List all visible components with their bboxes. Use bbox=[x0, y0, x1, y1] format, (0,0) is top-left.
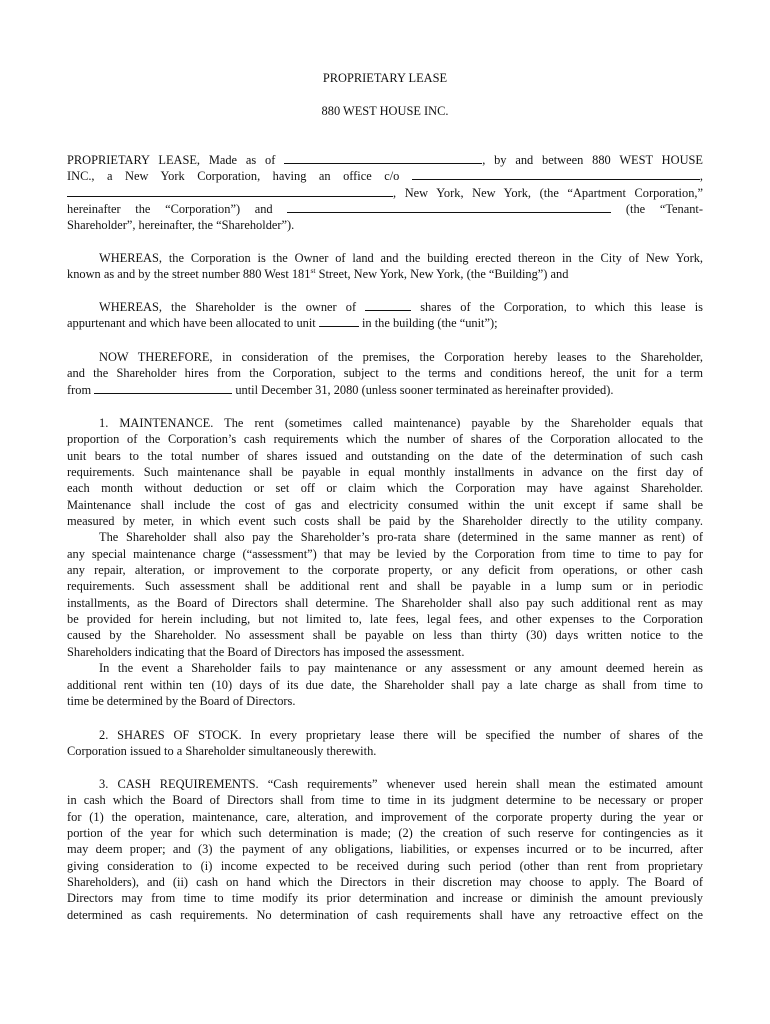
text-line bbox=[67, 185, 703, 201]
text-line: giving consideration to (i) income expected to be received during such period (other than rent from proprietary bbox=[67, 858, 703, 873]
text-run: , bbox=[699, 169, 703, 184]
text-run: INC., a New York Corporation, having an office c/o bbox=[67, 169, 400, 184]
text-line: and the Shareholder hires from the Corporation, subject to the terms and conditions hereof, the unit for a term bbox=[67, 366, 703, 381]
text-line: for (1) the operation, maintenance, care, alteration, and improvement of the corporate property during the year or bbox=[67, 809, 703, 824]
text-run: shares of the Corporation, to which this lease is bbox=[420, 300, 704, 314]
whereas-owner-paragraph bbox=[67, 250, 703, 283]
text-line: portion of the year for which such determination is made; (2) the creation of such reserve for contingencies as it bbox=[67, 826, 703, 841]
text-line: each month without deduction or set off or claim which the Corporation may have against Shareholder. bbox=[67, 481, 703, 496]
text-line: measured by meter, in which event such costs shall be paid by the Shareholder directly to the utility company. bbox=[67, 514, 703, 529]
text-run: Street, New York, New York, (the “Building”) and bbox=[315, 267, 569, 282]
text-run: , New York, New York, (the “Apartment Corporation,” bbox=[393, 185, 703, 200]
text-line: additional rent within ten (10) days of its due date, the Shareholder shall pay a late charge as shall from time to bbox=[67, 677, 703, 692]
section-2-shares-of-stock bbox=[67, 727, 703, 760]
text-line bbox=[67, 152, 703, 168]
text-line: Shareholders indicating that the Board of Directors has imposed the assessment. bbox=[67, 644, 465, 659]
text-run: , by and between 880 WEST HOUSE bbox=[482, 153, 703, 167]
text-line bbox=[67, 201, 703, 217]
text-line: determined as cash requirements. No determination of cash requirements shall have any retroactive effect on the bbox=[67, 907, 703, 922]
text-run: WHEREAS, the Shareholder is the owner of bbox=[99, 300, 357, 314]
office-blank bbox=[412, 168, 700, 180]
text-line: WHEREAS, the Corporation is the Owner of land and the building erected thereon in the City of New York, bbox=[99, 251, 703, 265]
section-1-maintenance bbox=[67, 415, 703, 709]
superscript: st bbox=[310, 266, 316, 276]
text-run: appurtenant and which have been allocated to unit bbox=[67, 316, 316, 331]
text-line bbox=[67, 266, 703, 282]
text-line: requirements. Such maintenance shall be payable in equal monthly installments in advance on the first day of bbox=[67, 465, 703, 480]
text-line: unit bears to the total number of shares issued and outstanding on the date of the determination of such cash bbox=[67, 448, 703, 463]
text-line: caused by the Shareholder. No assessment shall be payable on less than thirty (30) days written notice to the bbox=[67, 628, 703, 643]
text-line: Directors may from time to time modify its prior determination and increase or diminish the amount previously bbox=[67, 891, 703, 906]
text-line: requirements. Such assessment shall be additional rent and shall be payable in a lump sum or in periodic bbox=[67, 579, 703, 594]
tenant-blank bbox=[287, 201, 611, 213]
text-line: 2. SHARES OF STOCK. In every proprietary lease there will be specified the number of shares of the bbox=[99, 728, 703, 742]
text-run: from bbox=[67, 382, 92, 397]
text-line: any repair, alteration, or improvement to the corporate property, or any deficit from operations, or other cash bbox=[67, 563, 703, 578]
text-run: in the building (the “unit”); bbox=[361, 316, 498, 331]
text-line: proportion of the Corporation’s cash requirements which the number of shares of the Corporation allocated to the bbox=[67, 432, 703, 447]
text-line: time be determined by the Board of Directors. bbox=[67, 693, 296, 708]
section-3-cash-requirements bbox=[67, 776, 703, 923]
text-line bbox=[67, 315, 703, 331]
text-line: 1. MAINTENANCE. The rent (sometimes called maintenance) payable by the Shareholder equals that bbox=[99, 416, 703, 430]
text-line: NOW THEREFORE, in consideration of the premises, the Corporation hereby leases to the Shareholder, bbox=[99, 350, 703, 364]
now-therefore-paragraph bbox=[67, 349, 703, 398]
text-line bbox=[67, 299, 703, 315]
text-line: installments, as the Board of Directors shall determine. The Shareholder shall also pay such additional rent as may bbox=[67, 595, 703, 610]
document-subtitle: 880 WEST HOUSE INC. bbox=[321, 104, 449, 118]
text-line: be provided for herein including, but not limited to, late fees, legal fees, and other expenses to the Corporation bbox=[67, 612, 703, 627]
text-run: PROPRIETARY LEASE, Made as of bbox=[67, 153, 276, 167]
text-line: In the event a Shareholder fails to pay maintenance or any assessment or any amount deemed herein as bbox=[99, 661, 703, 676]
unit-blank bbox=[319, 315, 359, 327]
address-blank bbox=[67, 185, 393, 197]
text-line: The Shareholder shall also pay the Shareholder’s pro-rata share (determined in the same manner as rent) of bbox=[99, 530, 703, 545]
whereas-shares-paragraph bbox=[67, 299, 703, 332]
term-start-blank bbox=[94, 382, 232, 394]
text-line: 3. CASH REQUIREMENTS. “Cash requirements” whenever used herein shall mean the estimated amount bbox=[99, 777, 703, 791]
text-line: Shareholders), and (ii) cash on hand which the Directors in their discretion may choose to apply. The Board of bbox=[67, 875, 703, 890]
text-line: in cash which the Board of Directors shall from time to time in its judgment determine to be necessary or proper bbox=[67, 793, 703, 808]
text-line: Corporation issued to a Shareholder simultaneously therewith. bbox=[67, 744, 377, 759]
text-run: known as and by the street number 880 West 181 bbox=[67, 267, 311, 282]
date-blank bbox=[284, 152, 482, 164]
text-line bbox=[67, 382, 703, 398]
shares-blank bbox=[365, 299, 411, 311]
text-run: until December 31, 2080 (unless sooner terminated as hereinafter provided). bbox=[235, 382, 614, 397]
text-run: (the “Tenant- bbox=[625, 202, 703, 217]
text-line: may deem proper; and (3) the payment of any obligations, liabilities, or expenses incurred or to be incurred, after bbox=[67, 842, 703, 857]
text-line: Maintenance shall include the cost of gas and electricity consumed within the unit except if same shall be bbox=[67, 497, 703, 512]
text-run: hereinafter the “Corporation”) and bbox=[67, 202, 273, 217]
intro-paragraph bbox=[67, 152, 703, 234]
text-line: Shareholder”, hereinafter, the “Shareholder”). bbox=[67, 218, 295, 233]
document-title: PROPRIETARY LEASE bbox=[322, 71, 448, 85]
text-line bbox=[67, 168, 703, 184]
text-line: any special maintenance charge (“assessment”) that may be levied by the Corporation from time to time to pay for bbox=[67, 546, 703, 561]
